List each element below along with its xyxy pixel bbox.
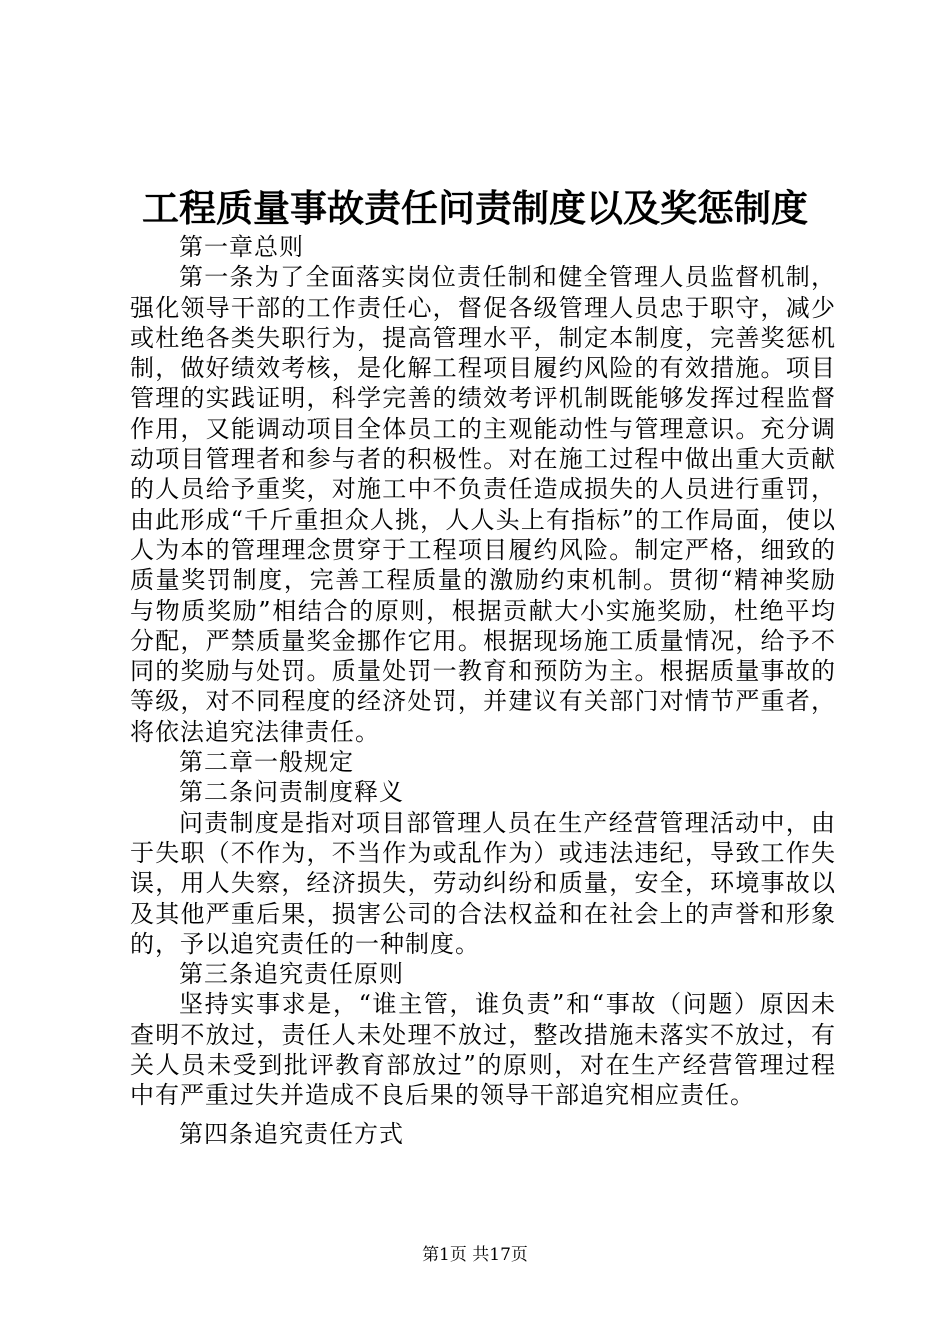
article-3-heading: 第三条追究责任原则 (179, 960, 404, 989)
document-body (130, 232, 836, 1149)
document-title: 工程质量事故责任问责制度以及奖惩制度 (142, 186, 808, 230)
page-number-footer: 第1页 共17页 (422, 1245, 528, 1265)
chapter-heading-2: 第二章一般规定 (179, 748, 354, 777)
article-4-heading: 第四条追究责任方式 (179, 1119, 404, 1148)
article-1-paragraph: 第一条为了全面落实岗位责任制和健全管理人员监督机制，强化领导干部的工作责任心，督促各级管理人员忠于职守，减少或杜绝各类失职行为，提高管理水平，制定本制度，完善奖惩机制，做好绩效考核，是化解工程项目履约风险的有效措施。项目管理的实践证明，科学完善的绩效考评机制既能够发挥过程监督作用，又能调动项目全体员工的主观能动性与管理意识。充分调动项目管理者和参与者的积极性。对在施工过程中做出重大贡献的人员给予重奖，对施工中不负责任造成损失的人员进行重罚，由此形成“千斤重担众人挑，人人头上有指标”的工作局面，使以人为本的管理理念贯穿于工程项目履约风险。制定严格，细致的质量奖罚制度，完善工程质量的激励约束机制。贯彻“精神奖励与物质奖励”相结合的原则，根据贡献大小实施奖励，杜绝平均分配，严禁质量奖金挪作它用。根据现场施工质量情况，给予不同的奖励与处罚。质量处罚一教育和预防为主。根据质量事故的等级，对不同程度的经济处罚，并建议有关部门对情节严重者，将依法追究法律责任。 (130, 263, 836, 746)
article-2-heading: 第二条问责制度释义 (179, 778, 404, 807)
chapter-heading-1: 第一章总则 (179, 233, 304, 261)
article-3-paragraph: 坚持实事求是，“谁主管，谁负责”和“事故（问题）原因未查明不放过，责任人未处理不放过，整改措施未落实不放过，有关人员未受到批评教育部放过”的原则，对在生产经营管理过程中有严重过失并造成不良后果的领导干部追究相应责任。 (130, 990, 836, 1110)
article-2-paragraph: 问责制度是指对项目部管理人员在生产经营管理活动中，由于失职（不作为，不当作为或乱作为）或违法违纪，导致工作失误，用人失察，经济损失，劳动纠纷和质量，安全，环境事故以及其他严重后果，损害公司的合法权益和在社会上的声誉和形象的，予以追究责任的一种制度。 (130, 808, 836, 958)
